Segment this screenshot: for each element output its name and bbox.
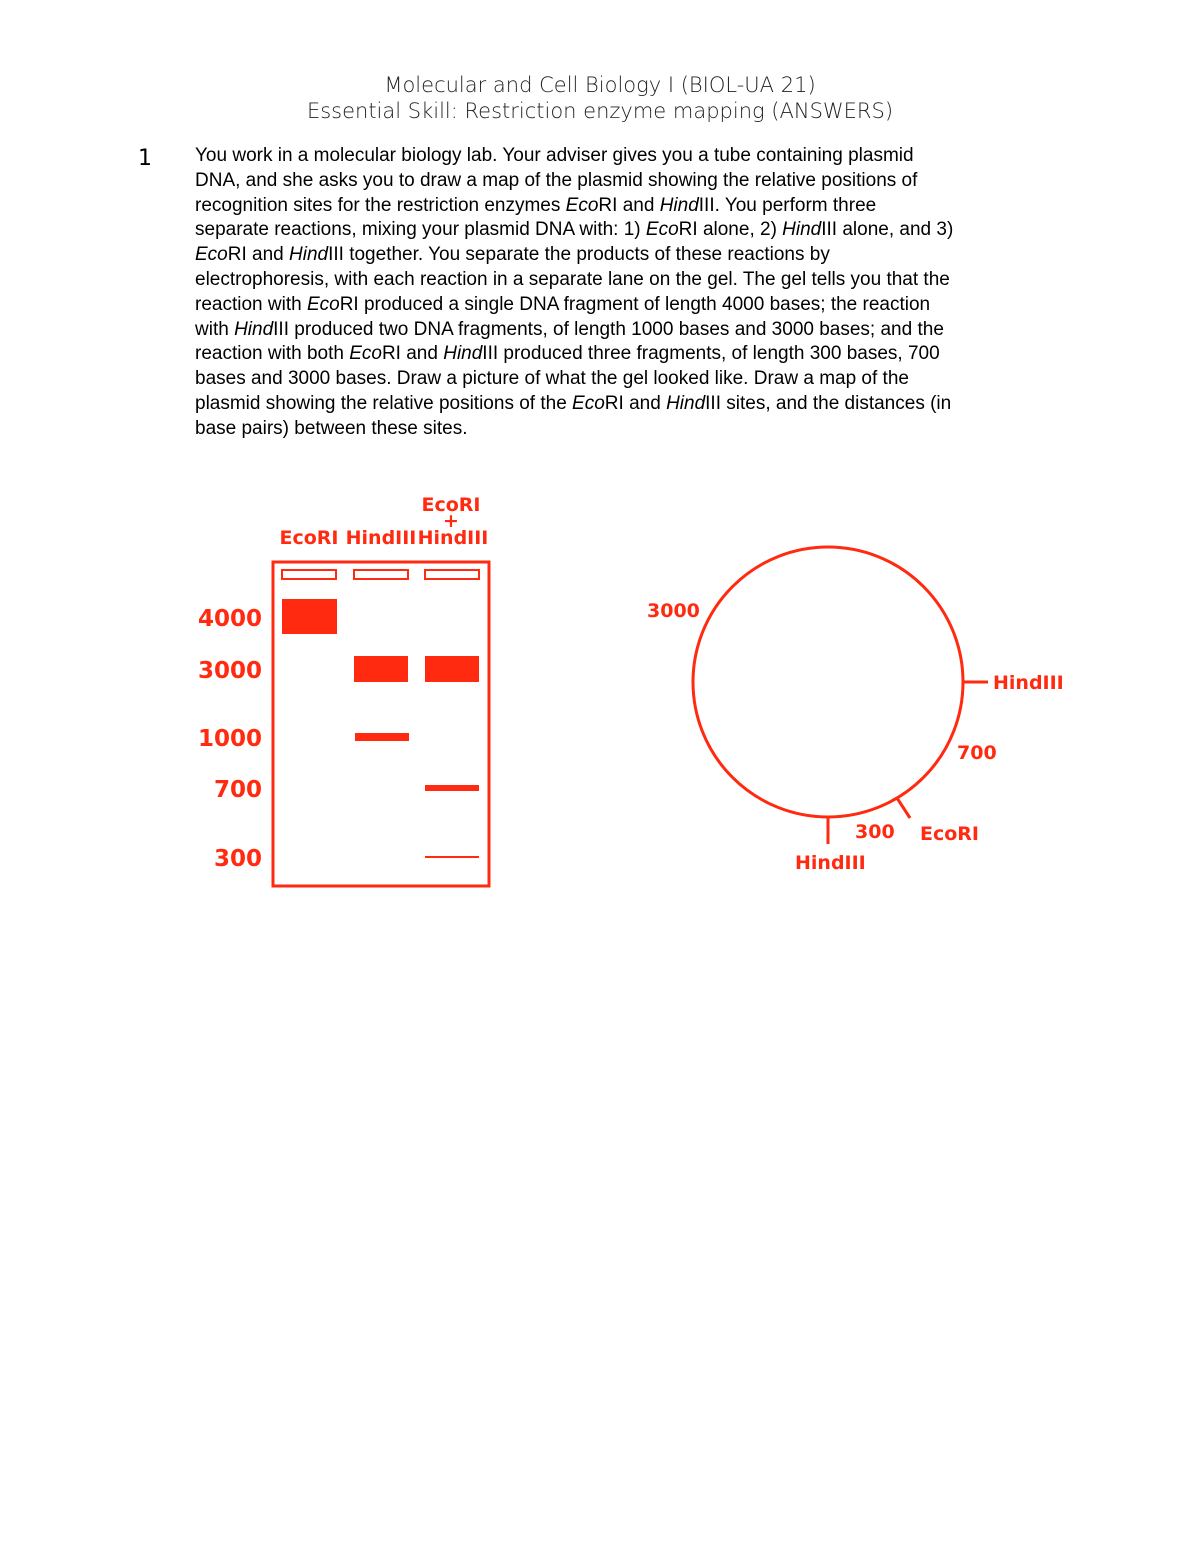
enzyme-name-italic: Hind [234,318,274,340]
text-segment: You work in a molecular biology lab. Your adviser gives you a tube containing plasmid [195,145,914,166]
lane2-well [354,570,408,579]
text-segment: DNA, and she asks you to draw a map of the plasmid showing the relative positions of [195,169,918,191]
text-segment: reaction with both [195,343,350,365]
text-segment: III sites, and the distances (in [705,392,952,414]
enzyme-name-italic: Hind [666,392,706,414]
worksheet-title: Essential Skill: Restriction enzyme mapping (ANSWERS) [306,99,894,123]
text-segment: plasmid showing the relative positions of the [195,392,573,414]
text-segment: III produced three fragments, of length 300 bases, 700 [482,343,940,365]
marker-label: 4000 [197,606,262,632]
marker-label: 700 [213,777,262,803]
lane2-band-1000 [355,733,409,741]
text-segment: with [195,318,235,340]
enzyme-name-italic: Hind [659,194,699,216]
text-segment: bases and 3000 bases. Draw a picture of what the gel looked like. Draw a map of the [195,368,909,390]
lane3-band-300 [425,856,479,858]
lane3-band-700 [425,785,479,791]
marker-label: 300 [213,846,262,872]
text-segment: separate reactions, mixing your plasmid DNA with: 1) [195,219,646,241]
marker-label: 3000 [197,658,262,684]
question-number: 1 [138,146,152,171]
text-segment: III together. You separate the products of these reactions by [328,244,830,266]
gel-figure [198,494,489,886]
lane2-label: HindIII [345,527,417,549]
text-segment: RI produced a single DNA fragment of length 4000 bases; the reaction [339,293,931,315]
text-segment: III. You perform three [698,194,877,216]
text-segment: base pairs) between these sites. [195,417,468,439]
lane1-label: EcoRI [279,527,339,549]
course-title: Molecular and Cell Biology I (BIOL-UA 21) [384,73,816,97]
text-segment: RI and [604,392,667,414]
enzyme-name-italic: Eco [572,392,605,414]
marker-label: 1000 [197,726,262,752]
enzyme-name-italic: Eco [195,244,228,266]
arc-length-700: 700 [957,742,997,764]
lane3-label: HindIII [417,527,489,549]
text-segment: III alone, and 3) [821,219,954,241]
ecori-site-tick [897,798,910,818]
lane3-band-3000 [425,656,479,682]
plasmid-circle [693,547,963,817]
lane3-label-top: EcoRI [421,494,481,516]
text-segment: recognition sites for the restriction enzymes [195,194,566,216]
lane1-well [282,570,336,579]
text-segment: reaction with [195,293,307,315]
ecori-site-label: EcoRI [920,823,979,845]
lane2-band-3000 [354,656,408,682]
enzyme-name-italic: Eco [565,194,599,216]
enzyme-name-italic: Hind [289,244,329,266]
lane3-label-plus: + [443,510,459,532]
enzyme-name-italic: Hind [782,219,822,241]
text-segment: RI alone, 2) [678,219,783,241]
arc-length-300: 300 [855,821,895,843]
text-segment: RI and [227,244,290,266]
lane3-well [425,570,479,579]
enzyme-name-italic: Eco [349,343,382,365]
lane1-band-4000 [282,599,337,634]
hindiii-bottom-site-label: HindIII [795,852,866,874]
enzyme-name-italic: Hind [443,343,483,365]
plasmid-map [647,547,1064,874]
arc-length-3000: 3000 [647,600,700,622]
text-segment: RI and [598,194,660,216]
text-segment: III produced two DNA fragments, of length 1000 bases and 3000 bases; and the [273,318,944,340]
text-segment: RI and [381,343,444,365]
enzyme-name-italic: Eco [306,293,340,315]
hindiii-site-label: HindIII [993,672,1064,694]
enzyme-name-italic: Eco [645,219,679,241]
text-segment: electrophoresis, with each reaction in a separate lane on the gel. The gel tells you that the [195,268,950,290]
